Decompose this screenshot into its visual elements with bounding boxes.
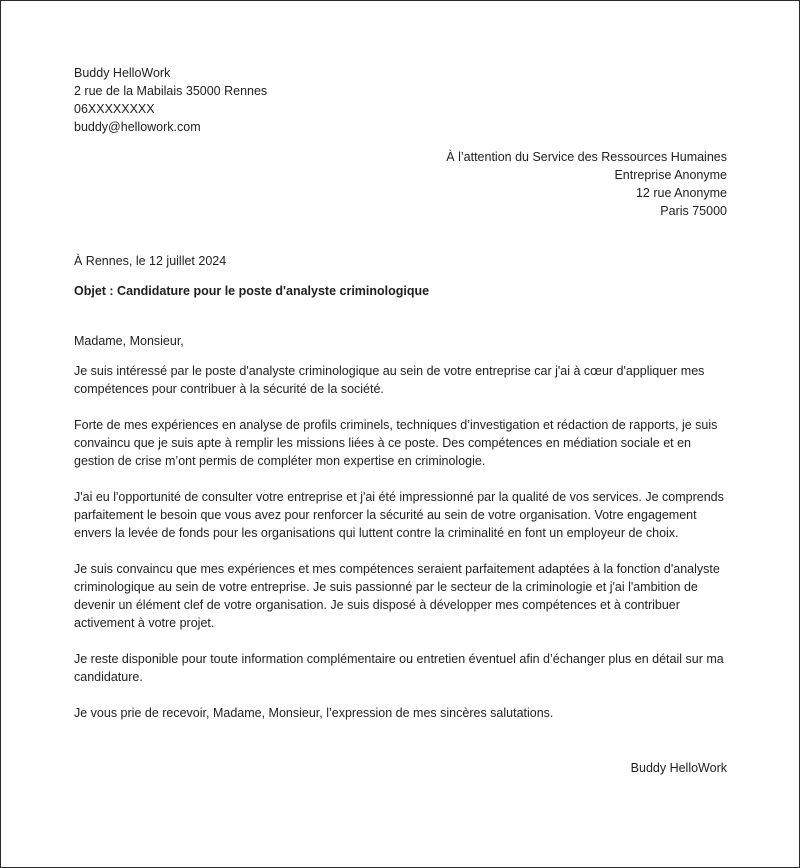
body-paragraph: J'ai eu l'opportunité de consulter votre entreprise et j'ai été impressionné par la qualité de vos services. Je comprends parfaitement le besoin que vous avez pour renforcer la sécurité au sein de votre organisation. Votre engagement envers la levée de fonds pour les organisations qui luttent contre la criminalité en font un employeur de choix. bbox=[74, 490, 724, 540]
closing-paragraph: Je vous prie de recevoir, Madame, Monsieur, l’expression de mes sincères salutations. bbox=[74, 706, 554, 720]
sender-block bbox=[74, 64, 727, 136]
signature: Buddy HelloWork bbox=[630, 761, 727, 775]
sender-name: Buddy HelloWork bbox=[74, 66, 171, 80]
sender-email: buddy@hellowork.com bbox=[74, 120, 201, 134]
subject-line: Objet : Candidature pour le poste d'analyste criminologique bbox=[74, 284, 430, 298]
recipient-company: Entreprise Anonyme bbox=[614, 168, 727, 182]
date-line: À Rennes, le 12 juillet 2024 bbox=[74, 254, 227, 268]
recipient-block bbox=[74, 148, 727, 220]
letter-content bbox=[74, 64, 727, 777]
body-paragraph: Je suis intéressé par le poste d'analyste criminologique au sein de votre entreprise car j'ai à cœur d'appliquer mes compétences pour contribuer à la sécurité de la société. bbox=[74, 364, 705, 396]
body-paragraph: Je reste disponible pour toute information complémentaire ou entretien éventuel afin d’échanger plus en détail sur ma candidature. bbox=[74, 652, 724, 684]
sender-phone: 06XXXXXXXX bbox=[74, 102, 155, 116]
recipient-city: Paris 75000 bbox=[660, 204, 727, 218]
recipient-attention: À l’attention du Service des Ressources Humaines bbox=[446, 150, 727, 164]
body-paragraph: Forte de mes expériences en analyse de profils criminels, techniques d’investigation et rédaction de rapports, je suis convaincu que je suis apte à remplir les missions liées à ce poste. Des compétences en médiation sociale et en gestion de crise m’ont permis de compléter mon expertise en criminologie. bbox=[74, 418, 718, 468]
body-paragraph: Je suis convaincu que mes expériences et mes compétences seraient parfaitement adaptées à la fonction d'analyste criminologique au sein de votre entreprise. Je suis passionné par le secteur de la criminologie et j'ai l'ambition de devenir un élément clef de votre organisation. Je suis disposé à développer mes compétences et à contribuer activement à votre projet. bbox=[74, 562, 720, 630]
sender-address: 2 rue de la Mabilais 35000 Rennes bbox=[74, 84, 268, 98]
recipient-street: 12 rue Anonyme bbox=[635, 186, 727, 200]
salutation: Madame, Monsieur, bbox=[74, 334, 184, 348]
